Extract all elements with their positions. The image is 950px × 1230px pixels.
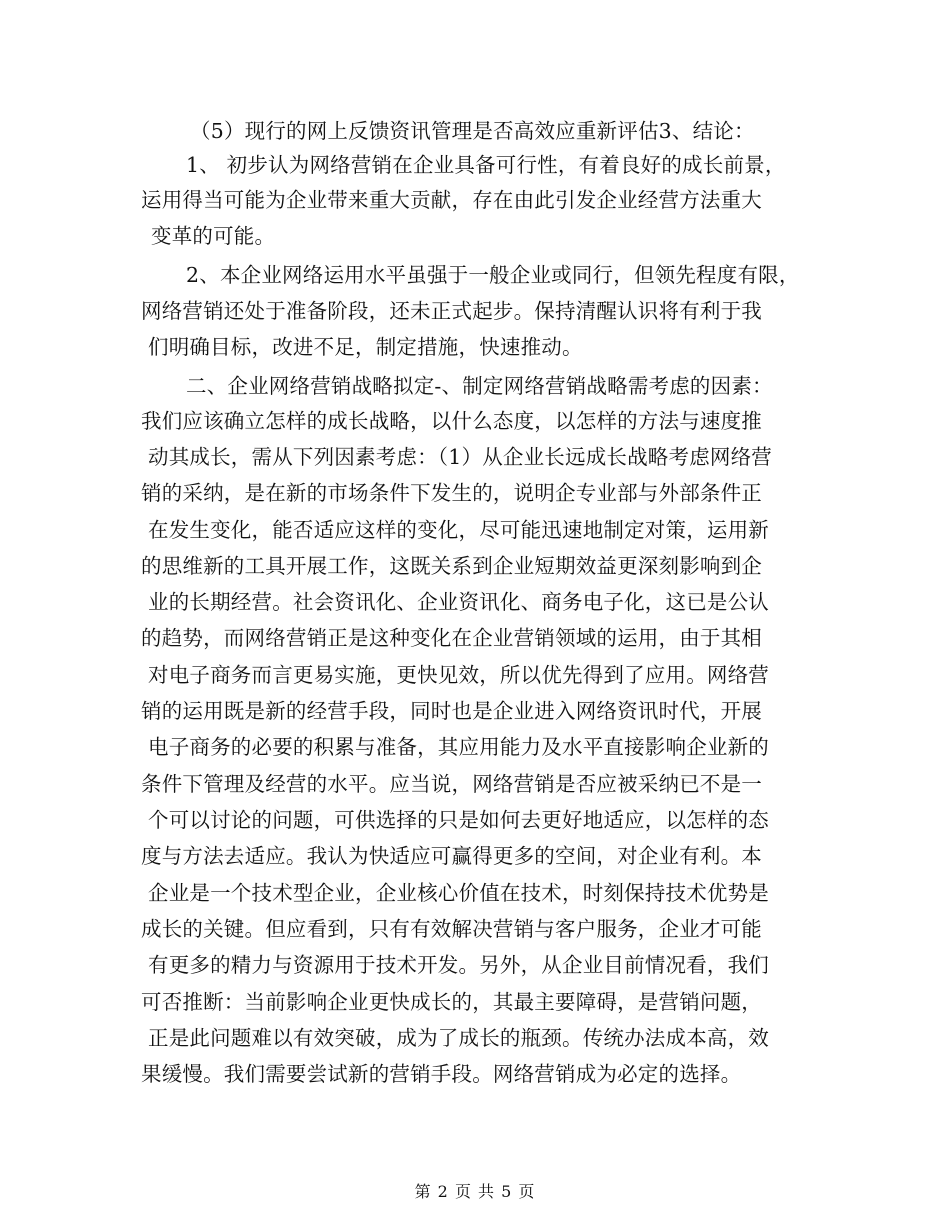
text-line: 的趋势，而网络营销正是这种变化在企业营销领域的运用，由于其相 (141, 626, 762, 650)
text-line: 在发生变化，能否适应这样的变化，尽可能迅速地制定对策，运用新 (148, 518, 769, 542)
text-line: 网络营销还处于准备阶段，还未正式起步。保持清醒认识将有利于我 (141, 299, 762, 323)
page-footer: 第 2 页 共 5 页 (414, 1182, 536, 1201)
text-line: 成长的关键。但应看到，只有有效解决营销与客户服务，企业才可能 (141, 917, 762, 941)
text-line: 2、本企业网络运用水平虽强于一般企业或同行，但领先程度有限， (186, 263, 800, 287)
text-line: 销的采纳，是在新的市场条件下发生的，说明企专业部与外部条件正 (141, 481, 762, 505)
text-line: 度与方法去适应。我认为快适应可赢得更多的空间，对企业有利。本 (141, 844, 762, 868)
text-line: 动其成长，需从下列因素考虑：（1）从企业长远成长战略考虑网络营 (148, 445, 772, 469)
text-line: 企业是一个技术型企业，企业核心价值在技术，时刻保持技术优势是 (148, 881, 769, 905)
text-line: 们明确目标，改进不足，制定措施，快速推动。 (148, 335, 583, 359)
text-line: 的思维新的工具开展工作，这既关系到企业短期效益更深刻影响到企 (141, 554, 762, 578)
text-line: 条件下管理及经营的水平。应当说，网络营销是否应被采纳已不是一 (141, 772, 762, 796)
text-line: 有更多的精力与资源用于技术开发。另外，从企业目前情况看，我们 (148, 953, 769, 977)
text-line: 可否推断：当前影响企业更快成长的，其最主要障碍，是营销问题， (141, 990, 762, 1014)
text-line: 我们应该确立怎样的成长战略，以什么态度，以怎样的方法与速度推 (141, 409, 762, 433)
text-line: 二、企业网络营销战略拟定-、制定网络营销战略需考虑的因素： (186, 374, 773, 398)
text-line: （5）现行的网上反馈资讯管理是否高效应重新评估3、结论： (190, 119, 755, 143)
text-line: 1、 初步认为网络营销在企业具备可行性，有着良好的成长前景， (186, 153, 786, 177)
text-line: 业的长期经营。社会资讯化、企业资讯化、商务电子化，这已是公认 (148, 590, 769, 614)
text-line: 销的运用既是新的经营手段，同时也是企业进入网络资讯时代，开展 (141, 699, 762, 723)
text-line: 运用得当可能为企业带来重大贡献，存在由此引发企业经营方法重大 (141, 188, 762, 212)
text-line: 果缓慢。我们需要尝试新的营销手段。网络营销成为必定的选择。 (141, 1062, 742, 1086)
text-line: 正是此问题难以有效突破，成为了成长的瓶颈。传统办法成本高，效 (148, 1026, 769, 1050)
text-line: 对电子商务而言更易实施，更快见效，所以优先得到了应用。网络营 (148, 663, 769, 687)
text-line: 电子商务的必要的积累与准备，其应用能力及水平直接影响企业新的 (148, 735, 769, 759)
text-line: 变革的可能。 (151, 224, 276, 248)
text-line: 个可以讨论的问题，可供选择的只是如何去更好地适应，以怎样的态 (148, 808, 769, 832)
